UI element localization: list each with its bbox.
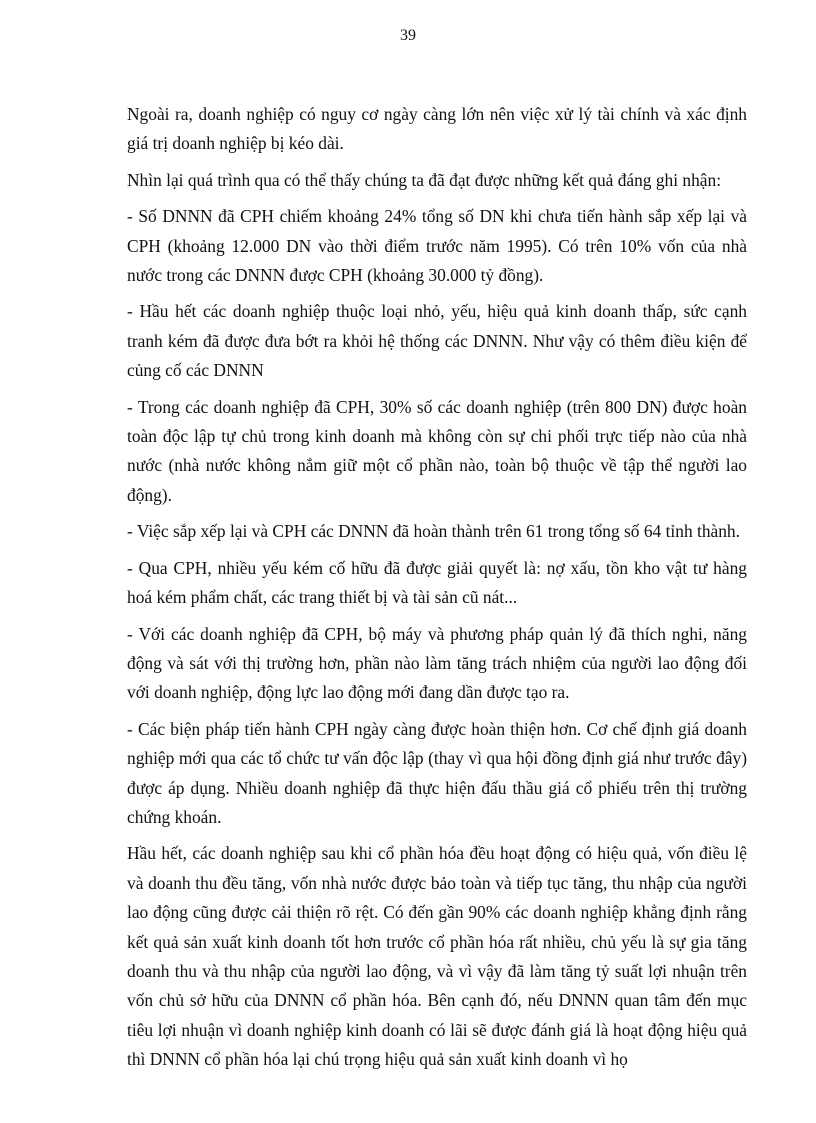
page-number: 39	[400, 27, 416, 44]
paragraph-efficiency-summary: Hầu hết, các doanh nghiệp sau khi cổ phần hóa đều hoạt động có hiệu quả, vốn điều lệ và doanh thu đều tăng, vốn nhà nước được bảo toàn và tiếp tục tăng, thu nhập của người lao động cũng được cải thiện rõ rệt. Có đến gần 90% các doanh nghiệp khẳng định rằng kết quả sản xuất kinh doanh tốt hơn trước cổ phần hóa rất nhiều, chủ yếu là sự gia tăng doanh thu và thu nhập của người lao động, và vì vậy đã làm tăng tỷ suất lợi nhuận trên vốn chủ sở hữu của DNNN cổ phần hóa. Bên cạnh đó, nếu DNNN quan tâm đến mục tiêu lợi nhuận vì doanh nghiệp kinh doanh có lãi sẽ được đánh giá là hoạt động hiệu quả thì DNNN cổ phần hóa lại chú trọng hiệu quả sản xuất kinh doanh vì họ	[127, 843, 747, 1070]
paragraph-independent-enterprises: - Trong các doanh nghiệp đã CPH, 30% số các doanh nghiệp (trên 800 DN) được hoàn toàn độc lập tự chủ trong kinh doanh mà không còn sự chi phối trực tiếp nào của nhà nước (nhà nước không nắm giữ một cổ phần nào, toàn bộ thuộc về tập thể người lao động).	[127, 396, 747, 505]
paragraph-provinces-completed: - Việc sắp xếp lại và CPH các DNNN đã hoàn thành trên 61 trong tổng số 64 tỉnh thành.	[127, 521, 740, 542]
paragraph-cph-share: - Số DNNN đã CPH chiếm khoảng 24% tổng số DN khi chưa tiến hành sắp xếp lại và CPH (khoảng 12.000 DN vào thời điểm trước năm 1995). Có trên 10% vốn của nhà nước trong các DNNN được CPH (khoảng 30.000 tỷ đồng).	[127, 206, 747, 286]
paragraph-weak-enterprises: - Hầu hết các doanh nghiệp thuộc loại nhỏ, yếu, hiệu quả kinh doanh thấp, sức cạnh tranh kém đã được đưa bớt ra khỏi hệ thống các DNNN. Như vậy có thêm điều kiện để củng cố các DNNN	[127, 301, 747, 381]
paragraph-valuation-methods: - Các biện pháp tiến hành CPH ngày càng được hoàn thiện hơn. Cơ chế định giá doanh nghiệp mới qua các tổ chức tư vấn độc lập (thay vì qua hội đồng định giá như trước đây) được áp dụng. Nhiều doanh nghiệp đã thực hiện đấu thầu giá cổ phiếu trên thị trường chứng khoán.	[127, 718, 747, 827]
paragraph-delayed-finance: Ngoài ra, doanh nghiệp có nguy cơ ngày càng lớn nên việc xử lý tài chính và xác định giá trị doanh nghiệp bị kéo dài.	[127, 104, 747, 154]
paragraph-resolved-weaknesses: - Qua CPH, nhiều yếu kém cố hữu đã được giải quyết là: nợ xấu, tồn kho vật tư hàng hoá kém phẩm chất, các trang thiết bị và tài sản cũ nát...	[127, 557, 747, 608]
body-text	[127, 100, 747, 1082]
paragraph-management-adaptation: - Với các doanh nghiệp đã CPH, bộ máy và phương pháp quản lý đã thích nghi, năng động và sát với thị trường hơn, phần nào làm tăng trách nhiệm của người lao động đối với doanh nghiệp, động lực lao động mới đang dần được tạo ra.	[127, 623, 747, 703]
paragraph-results-intro: Nhìn lại quá trình qua có thể thấy chúng ta đã đạt được những kết quả đáng ghi nhận:	[127, 169, 722, 190]
